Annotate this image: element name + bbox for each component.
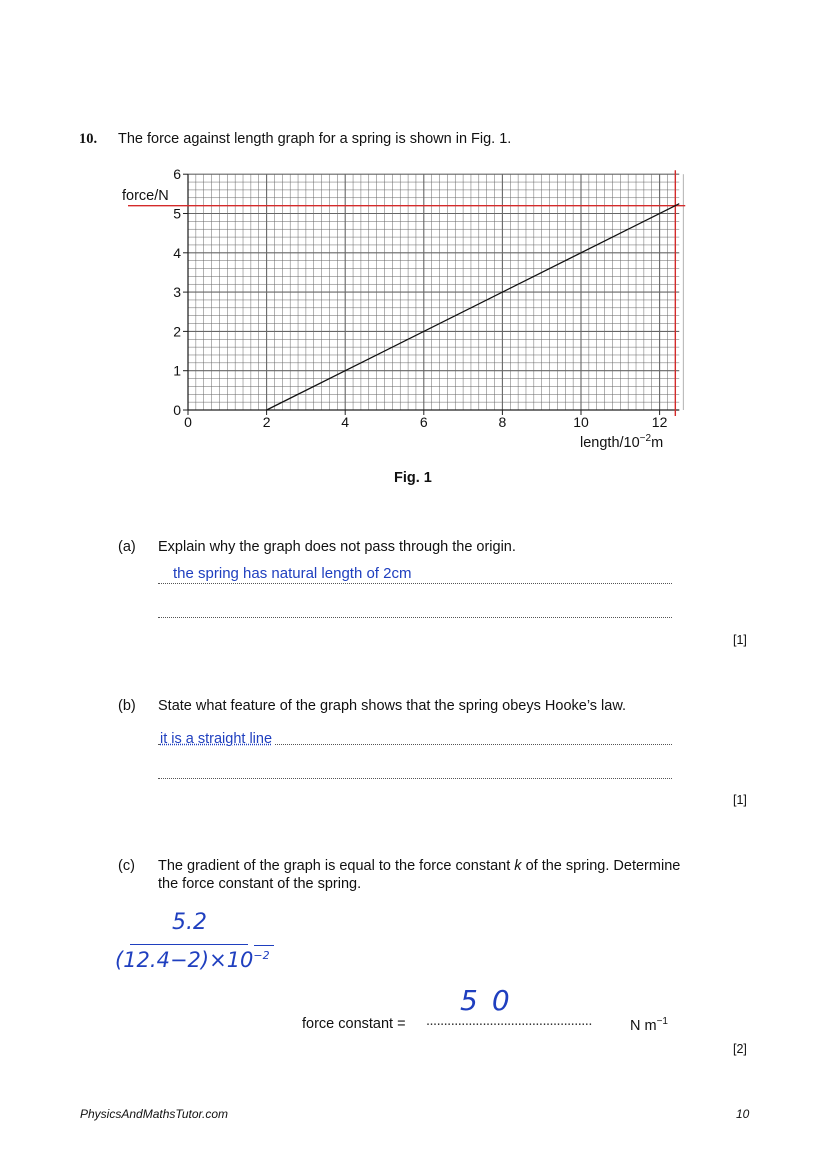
part-b-label: (b) [118,698,136,714]
answer-line [158,583,672,584]
page-number: 10 [736,1107,750,1121]
question-text: The force against length graph for a spring is shown in Fig. 1. [118,131,512,147]
unit-main: N m [630,1017,657,1034]
y-axis-label: force/N [122,188,169,204]
x-axis-label-unit: m [651,435,664,451]
x-tick-label: 4 [341,414,350,430]
footer-source: PhysicsAndMathsTutor.com [80,1107,229,1121]
y-tick-label: 4 [173,244,181,261]
x-tick-label: 12 [651,414,668,430]
force-constant-dots: ............................................... [426,1013,592,1029]
part-c-prompt-line2: the force constant of the spring. [158,876,362,892]
x-axis-label-main: length/10 [580,435,640,451]
y-tick-label: 1 [173,362,181,379]
part-c-prompt-post: of the spring. Determine [521,858,681,874]
y-tick-label: 2 [173,323,181,340]
part-a-label: (a) [118,539,136,555]
part-b-prompt: State what feature of the graph shows that the spring obeys Hooke’s law. [158,698,627,714]
working-denominator-main: (12.4−2)×10 [115,948,254,972]
y-tick-label: 6 [173,166,181,183]
part-b-mark: [1] [733,793,747,807]
working-numerator: 5.2 [172,910,207,935]
y-tick-label: 3 [173,284,181,301]
force-constant-value: 50 [460,984,524,1017]
part-a-answer: the spring has natural length of 2cm [173,565,412,582]
force-constant-unit [630,1016,668,1034]
part-b-answer: it is a straight line [160,731,273,747]
answer-line [158,617,672,618]
x-tick-label: 0 [184,414,192,430]
x-tick-label: 8 [498,414,507,430]
y-tick-label: 5 [173,205,181,222]
fraction-bar [130,944,248,945]
working-denominator-exp: −2 [253,949,270,962]
part-a-prompt: Explain why the graph does not pass through the origin. [158,539,516,555]
x-tick-label: 10 [573,414,589,430]
force-length-line [267,204,680,410]
part-c-label: (c) [118,858,135,874]
chart-grid [188,174,683,410]
x-axis-label-exp: −2 [639,433,652,444]
answer-line [158,778,672,779]
x-axis-label [580,433,663,451]
part-c-prompt-pre: The gradient of the graph is equal to the force constant [158,858,515,874]
force-constant-label: force constant = [302,1016,406,1032]
chart-series [267,204,680,410]
unit-exp: −1 [656,1016,668,1027]
force-length-graph [0,0,828,470]
working-denominator [115,948,270,972]
x-tick-label: 6 [419,414,428,430]
y-tick-label: 0 [173,402,181,418]
part-c-prompt-line1 [158,858,680,874]
fraction-dash [254,945,274,946]
question-number: 10. [79,131,98,147]
x-tick-label: 2 [262,414,271,430]
part-a-mark: [1] [733,633,747,647]
figure-label: Fig. 1 [394,470,432,486]
part-c-mark: [2] [733,1042,747,1056]
part-c-prompt-k: k [514,858,522,874]
